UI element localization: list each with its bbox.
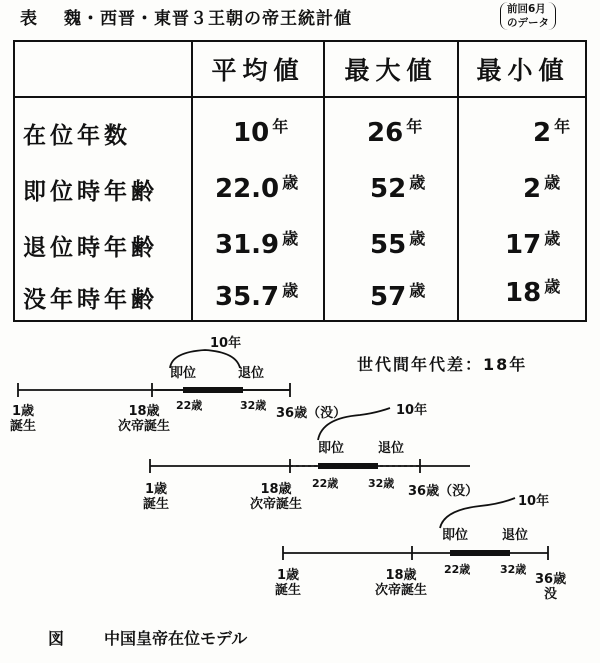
reign-brace	[440, 498, 515, 528]
value: 17	[505, 230, 542, 260]
death-label: 36歳（没）	[408, 484, 479, 499]
value: 22.0	[215, 174, 280, 204]
table-caption-title: 魏・西晋・東晋３王朝の帝王統計値	[64, 9, 352, 29]
value: 26	[367, 118, 404, 148]
unit: 歳	[544, 228, 561, 248]
heir-text: 次帝誕生	[375, 583, 428, 598]
value: 57	[370, 282, 407, 312]
row-label-accession-age: 即位時年齢	[23, 178, 158, 205]
unit: 歳	[282, 172, 299, 192]
value: 2	[533, 118, 552, 148]
unit: 歳	[282, 228, 299, 248]
value: 35.7	[215, 282, 280, 312]
heir-age: 18歳	[385, 568, 417, 583]
row-label-reign-years: 在位年数	[23, 122, 131, 149]
value: 2	[523, 174, 542, 204]
generation-gap-label: 世代間年代差：18年	[357, 355, 528, 374]
birth-label	[10, 404, 36, 434]
abdication-label: 退位	[378, 441, 405, 456]
value: 52	[370, 174, 407, 204]
heir-birth-label	[250, 482, 302, 512]
reign-length-label: 10年	[210, 336, 242, 351]
reign-length-label: 10年	[396, 403, 428, 418]
birth-text: 誕生	[275, 583, 302, 598]
heir-birth-label	[118, 404, 170, 434]
abdication-age-label: 32歳	[500, 563, 527, 576]
death-label: 36歳（没）	[276, 406, 347, 421]
abdication-age-label: 32歳	[240, 399, 267, 412]
value: 18	[505, 278, 542, 308]
unit: 年	[554, 116, 571, 136]
unit: 歳	[544, 276, 561, 296]
accession-label: 即位	[170, 366, 197, 381]
figure-caption-label: 図	[48, 629, 65, 648]
value: 10	[233, 118, 270, 148]
header-average: 平均値	[211, 56, 305, 85]
heir-birth-label	[375, 568, 427, 598]
accession-label: 即位	[318, 441, 345, 456]
unit: 歳	[544, 172, 561, 192]
abdication-label: 退位	[238, 366, 265, 381]
row-label-abdication-age: 退位時年齢	[23, 234, 158, 261]
note-line-1: 前回6月	[507, 3, 546, 15]
birth-label	[143, 482, 169, 512]
unit: 歳	[409, 172, 426, 192]
header-minimum: 最小値	[476, 56, 570, 85]
value: 31.9	[215, 230, 280, 260]
death-label	[535, 572, 566, 602]
birth-age: 1歳	[11, 404, 35, 419]
value: 55	[370, 230, 407, 260]
death-age: 36歳	[535, 572, 567, 587]
table-caption-label: 表	[20, 9, 38, 29]
heir-text: 次帝誕生	[118, 419, 171, 434]
birth-text: 誕生	[10, 419, 37, 434]
unit: 歳	[409, 228, 426, 248]
birth-text: 誕生	[143, 497, 170, 512]
accession-age-label: 22歳	[176, 399, 203, 412]
abdication-label: 退位	[502, 528, 529, 543]
birth-age: 1歳	[276, 568, 300, 583]
heir-age: 18歳	[128, 404, 160, 419]
unit: 年	[406, 116, 423, 136]
abdication-age-label: 32歳	[368, 477, 395, 490]
note-line-2: のデータ	[507, 17, 549, 29]
header-maximum: 最大値	[344, 56, 438, 85]
accession-age-label: 22歳	[444, 563, 471, 576]
accession-label: 即位	[442, 528, 469, 543]
figure-caption	[48, 626, 247, 649]
unit: 歳	[409, 280, 426, 300]
heir-age: 18歳	[260, 482, 292, 497]
birth-age: 1歳	[144, 482, 168, 497]
unit: 年	[272, 116, 289, 136]
figure-caption-title: 中国皇帝在位モデル	[104, 629, 248, 648]
accession-age-label: 22歳	[312, 477, 339, 490]
death-text: 没	[544, 587, 558, 602]
unit: 歳	[282, 280, 299, 300]
birth-label	[275, 568, 301, 598]
reign-length-label: 10年	[518, 494, 550, 509]
row-label-death-age: 没年時年齢	[23, 286, 158, 313]
heir-text: 次帝誕生	[250, 497, 303, 512]
